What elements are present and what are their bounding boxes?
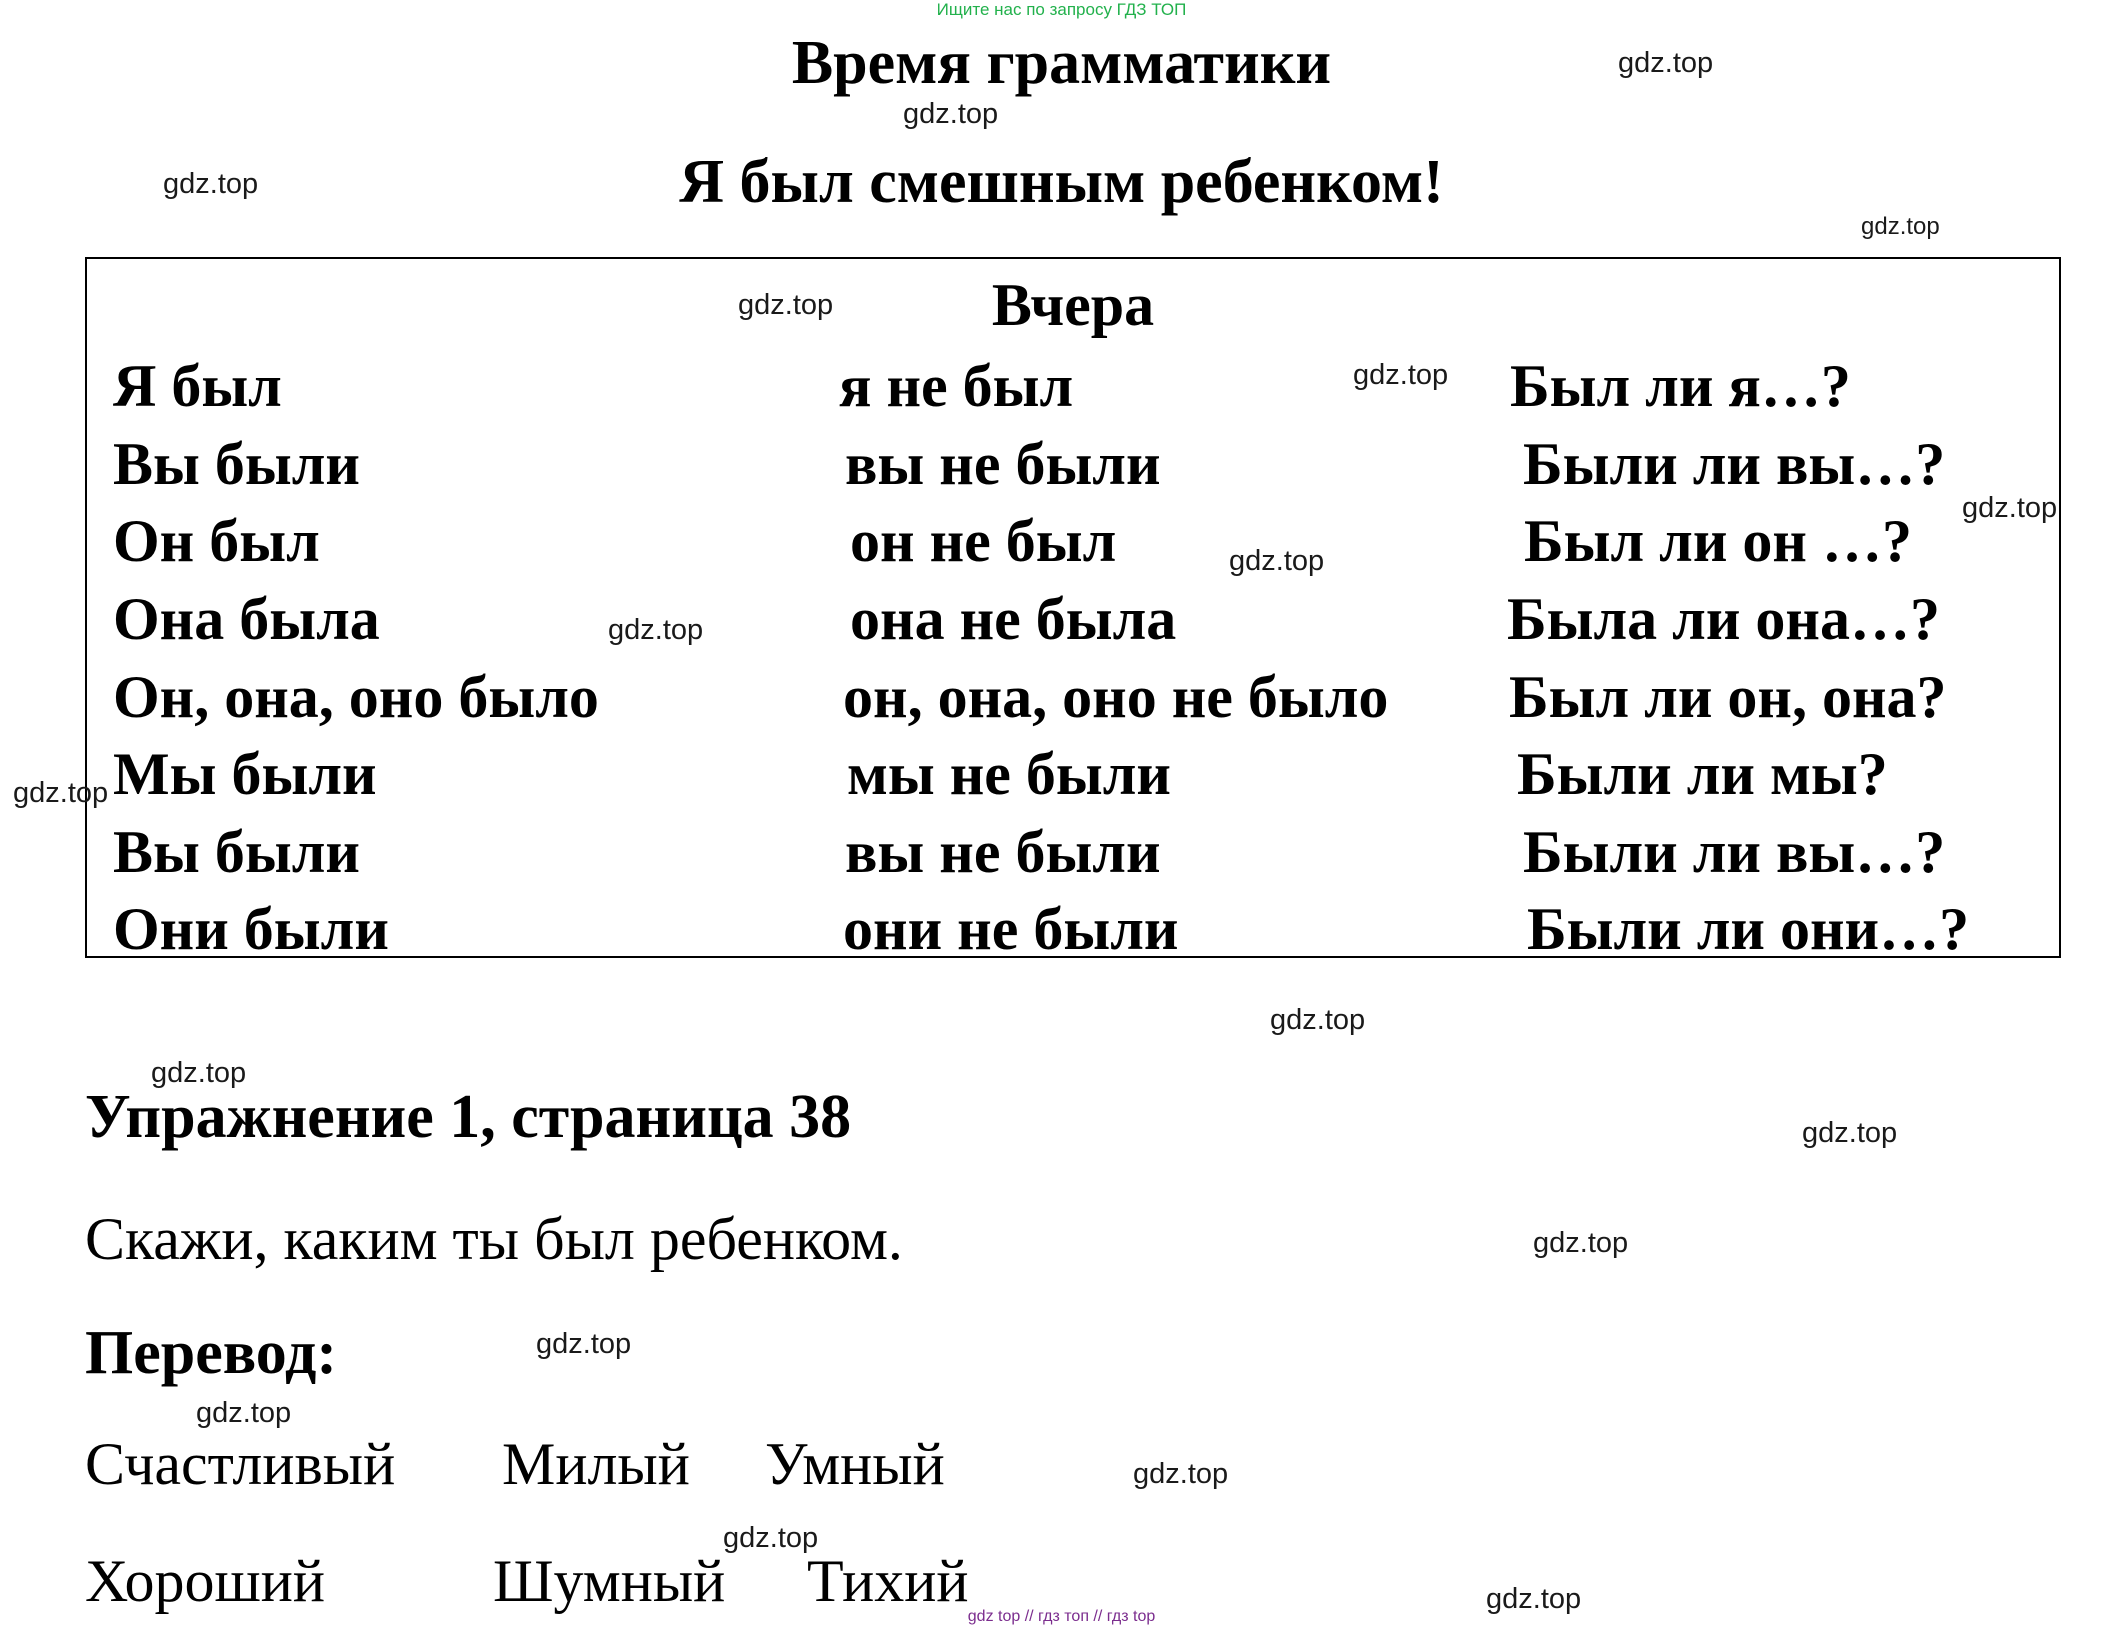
word-item: Счастливый [85, 1431, 396, 1497]
affirmative-cell: Мы были [113, 741, 377, 807]
watermark: gdz.top [1353, 359, 1449, 391]
question-cell: Был ли я…? [1510, 353, 1851, 419]
question-cell: Были ли вы…? [1523, 431, 1946, 497]
word-item: Милый [502, 1431, 690, 1497]
negative-cell: он, она, оно не было [843, 664, 1389, 730]
negative-cell: мы не были [847, 741, 1171, 807]
question-cell: Были ли они…? [1527, 896, 1970, 962]
grammar-table [85, 257, 2061, 962]
watermark: gdz.top [608, 614, 704, 646]
affirmative-cell: Они были [113, 896, 389, 962]
negative-cell: он не был [850, 508, 1117, 574]
affirmative-cell: Он, она, оно было [113, 664, 599, 730]
watermark: gdz.top [151, 1057, 247, 1089]
watermark: gdz.top [1962, 492, 2058, 524]
question-cell: Был ли он, она? [1509, 664, 1947, 730]
word-item: Умный [765, 1431, 945, 1497]
page-title: Время грамматики [791, 29, 1332, 97]
exercise-task: Скажи, каким ты был ребенком. [85, 1206, 903, 1272]
affirmative-cell: Вы были [113, 431, 360, 497]
footer-links: gdz top // гдз топ // гдз top [967, 1608, 1156, 1625]
watermark: gdz.top [1802, 1117, 1898, 1149]
question-cell: Был ли он …? [1524, 508, 1912, 574]
page-subtitle: Я был смешным ребенком! [679, 148, 1444, 216]
watermark: gdz.top [1533, 1227, 1629, 1259]
question-cell: Были ли мы? [1517, 741, 1888, 807]
negative-cell: вы не были [845, 819, 1161, 885]
translation-label: Перевод: [85, 1319, 338, 1387]
grammar-table-heading: Вчера [991, 272, 1155, 338]
watermark: gdz.top [738, 289, 834, 321]
word-item: Хороший [85, 1548, 325, 1614]
watermark: gdz.top [1270, 1004, 1366, 1036]
watermark: gdz.top [903, 98, 999, 130]
affirmative-cell: Вы были [113, 819, 360, 885]
word-item: Тихий [807, 1548, 969, 1614]
watermark: gdz.top [1229, 545, 1325, 577]
watermark: gdz.top [1486, 1583, 1582, 1615]
watermark: gdz.top [163, 168, 259, 200]
word-item: Шумный [493, 1548, 726, 1614]
question-cell: Была ли она…? [1507, 586, 1940, 652]
question-cell: Были ли вы…? [1523, 819, 1946, 885]
watermark: gdz.top [536, 1328, 632, 1360]
negative-cell: она не была [850, 586, 1177, 652]
affirmative-cell: Она была [113, 586, 380, 652]
watermark: gdz.top [13, 777, 109, 809]
watermark: gdz.top [196, 1397, 292, 1429]
negative-cell: они не были [843, 896, 1179, 962]
exercise-title: Упражнение 1, страница 38 [85, 1083, 852, 1151]
watermark: gdz.top [1133, 1458, 1229, 1490]
affirmative-cell: Я был [113, 353, 282, 419]
negative-cell: вы не были [845, 431, 1161, 497]
watermark: gdz.top [1861, 213, 1940, 240]
top-banner: Ищите нас по запросу ГДЗ ТОП [936, 0, 1187, 19]
affirmative-cell: Он был [113, 508, 320, 574]
watermark: gdz.top [1618, 47, 1714, 79]
negative-cell: я не был [839, 353, 1074, 419]
watermark: gdz.top [723, 1522, 819, 1554]
